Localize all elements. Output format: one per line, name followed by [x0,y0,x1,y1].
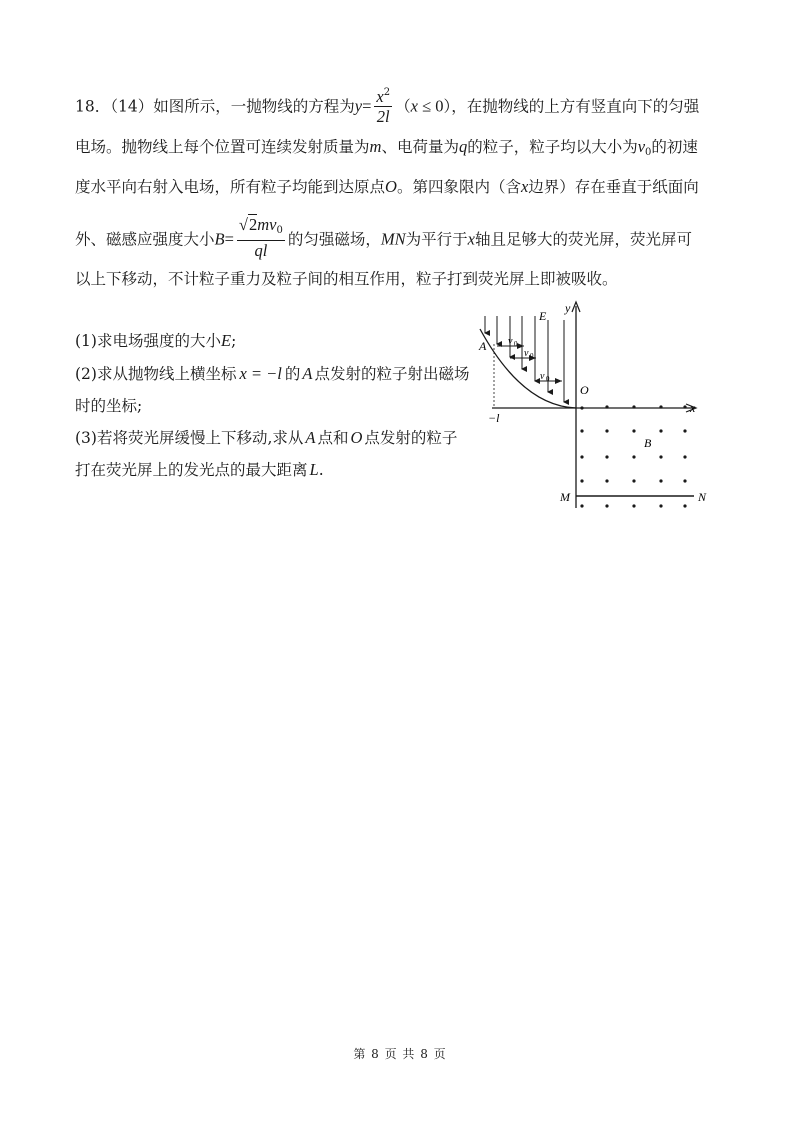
problem-text: 为平行于 [405,230,468,249]
var-B: B [214,229,225,249]
question-text: 打在荧光屏上的发光点的最大距离 [75,461,308,479]
problem-line-2 [75,137,735,163]
label-minus-l: −l [488,411,500,425]
cond-open: （ [395,97,411,116]
cond-x: x [410,96,418,116]
electric-field-lines [485,316,564,402]
question-text: 点发射的粒子射出磁场 [314,365,470,383]
label-O: O [580,383,589,397]
label-N: N [698,490,707,504]
eq-equals: = [362,96,372,116]
var-O: O [350,428,363,447]
var-E: E [220,331,232,350]
parabola-fraction [374,84,392,127]
v0-text: v [524,348,529,359]
problem-line-4 [75,215,735,263]
question-text: (2)求从抛物线上横坐标 [75,365,237,383]
v0-text: v [540,371,545,382]
problem-text: 的粒子，粒子均以大小为 [467,138,638,156]
var-MN: MN [380,229,406,249]
question-text: 的 [284,365,301,383]
eq-x-minus-l: x = −l [239,364,282,383]
frac-num: mv [257,215,277,234]
cond-close: ） [443,97,452,116]
problem-text: 度水平向右射入电场，所有粒子均能到达原点 [75,178,386,196]
problem-line-3 [75,177,735,197]
problem-text: 电场。抛物线上每个位置可连续发射质量为 [75,138,370,156]
problem-line-1 [75,86,735,129]
var-v0: v [637,137,646,156]
question-text: ; [231,332,237,350]
eq-y: y [354,96,363,116]
var-L: L [309,460,319,479]
cond-rel: ≤ 0 [417,96,444,116]
var-A: A [302,364,313,383]
label-B: B [644,436,652,450]
problem-text: 边界）存在垂直于纸面向 [528,178,699,196]
var-x: x [520,177,529,196]
question-text: (1)求电场强度的大小 [75,332,221,350]
frac-den: 2l [376,107,390,126]
eq-equals: = [224,229,234,249]
problem-number: 18． [75,97,111,116]
problem-text: 、电荷量为 [381,138,459,156]
problem-text: 如图所示，一抛物线的方程为 [153,97,355,116]
v0-sub: 0 [546,375,550,383]
problem-text: 以上下移动，不计粒子重力及粒子间的相互作用，粒子打到荧光屏上即被吸收。 [75,270,618,288]
label-E: E [539,309,547,323]
page-footer: 第 8 页 共 8 页 [353,1047,447,1061]
question-text: 点发射的粒子 [364,429,458,447]
frac-num-sub: 0 [276,225,283,236]
v0-sub: 0 [530,352,534,360]
var-q: q [458,137,468,156]
problem-text: 外、磁感应强度大小 [75,230,215,249]
v0-sub: 0 [514,340,518,348]
problem-text: 。第四象限内（含 [396,178,521,196]
sqrt-radicand: 2 [248,215,258,234]
label-x: x [690,401,696,415]
question-text: 时的坐标; [75,397,143,415]
problem-text: ，在抛物线的上方有竖直向下的匀强 [451,97,700,116]
v0-text: v [508,336,513,347]
problem-points: （14） [110,97,154,116]
var-A: A [305,428,316,447]
problem-line-5 [75,269,735,289]
question-text: . [318,461,324,479]
problem-text: 轴且足够大的荧光屏，荧光屏可 [474,230,692,249]
question-text: (3)若将荧光屏缓慢上下移动,求从 [75,429,304,447]
question-2 [75,364,470,384]
problem-text: 的初速 [651,138,698,156]
frac-num: x [376,87,384,106]
question-3 [75,428,457,448]
magnetic-field-dots [580,405,686,507]
physics-diagram [472,298,712,513]
var-m: m [369,137,382,156]
question-2-cont [75,396,142,416]
frac-den: ql [254,241,268,260]
label-y: y [565,301,571,315]
problem-text: 的匀强磁场， [287,230,381,249]
question-text: 点和 [317,429,349,447]
label-M: M [560,490,570,504]
var-O: O [385,177,397,196]
field-fraction: $\frac{√2mv_0}{ql}$ [238,215,283,260]
var-v0-sub: 0 [645,147,652,158]
frac-exponent: 2 [383,87,391,98]
question-3-cont [75,460,324,480]
label-A: A [479,339,487,353]
var-x: x [467,229,475,249]
question-1 [75,331,236,351]
